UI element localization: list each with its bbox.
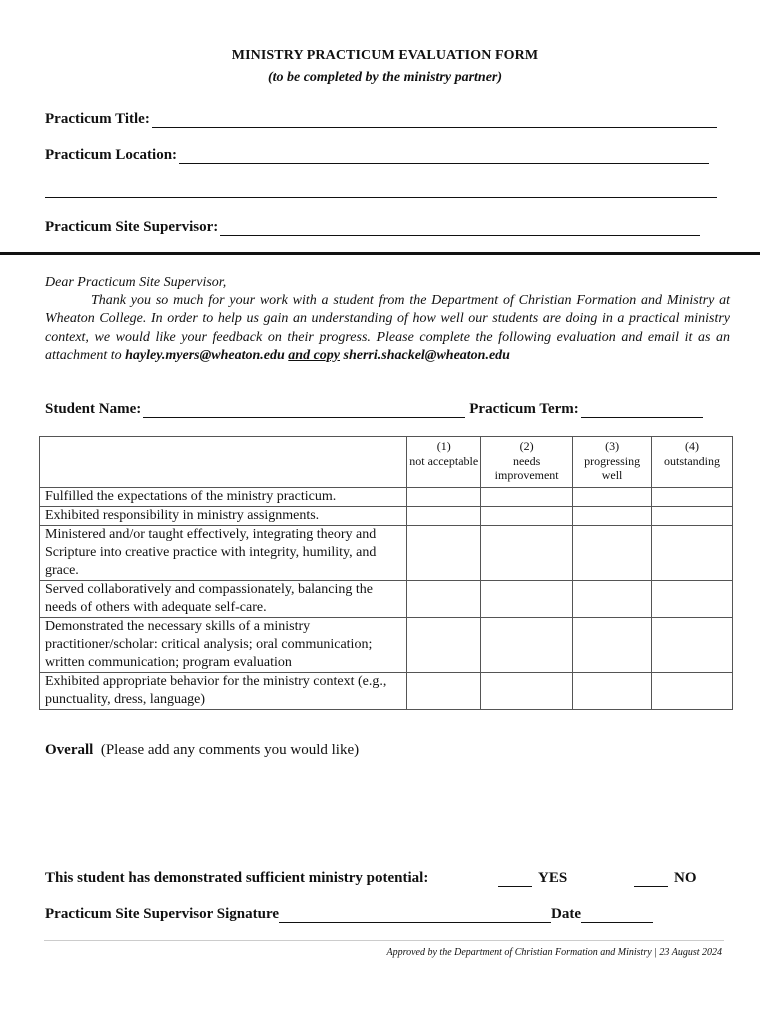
criteria-header-cell [40,437,407,488]
rating-cell[interactable] [407,526,481,581]
evaluation-table [39,436,733,710]
rating-header-4: (4) outstanding [652,437,733,488]
criterion-label: Exhibited appropriate behavior for the ministry context (e.g., punctuality, dress, language) [40,673,407,710]
letter-body-text: Thank you so much for your work with a student from the Department of Christian Formation and Ministry at Wheaton College. In order to help us gain an understanding of how well our students are doing in a practical ministry context, we would like your feedback on their progress. Please complete the following evaluation and email it as an attachment to [45,293,730,363]
table-row [40,507,733,526]
no-label: NO [674,870,697,886]
rating-cell[interactable] [481,507,573,526]
table-row [40,488,733,507]
practicum-title-line[interactable] [152,113,717,128]
rating-cell[interactable] [407,581,481,618]
letter-greeting: Dear Practicum Site Supervisor, [45,275,227,290]
rating-header-1: (1) not acceptable [407,437,481,488]
practicum-title-field[interactable] [45,111,717,128]
rating-cell[interactable] [652,488,733,507]
no-option[interactable] [634,870,697,887]
rating-header-2: (2) needs improvement [481,437,573,488]
signature-label: Practicum Site Supervisor Signature [45,906,280,922]
rating-cell[interactable] [407,673,481,710]
student-name-field[interactable] [45,401,703,418]
footer-divider [44,940,724,941]
practicum-location-line[interactable] [179,149,709,164]
rating-cell[interactable] [481,618,573,673]
student-name-line[interactable] [143,403,465,418]
criterion-label: Fulfilled the expectations of the ministry practicum. [40,488,407,507]
practicum-location-field[interactable] [45,147,709,164]
rating-cell[interactable] [407,488,481,507]
primary-email-link[interactable]: hayley.myers@wheaton.edu [125,347,285,363]
copy-email-link[interactable]: sherri.shackel@wheaton.edu [343,347,510,363]
rating-cell[interactable] [481,581,573,618]
form-subtitle: (to be completed by the ministry partner) [267,70,503,85]
practicum-title-label: Practicum Title: [45,111,150,127]
rating-cell[interactable] [407,507,481,526]
rating-cell[interactable] [481,526,573,581]
rating-cell[interactable] [652,581,733,618]
date-line[interactable] [581,908,653,923]
table-row [40,526,733,581]
practicum-term-label: Practicum Term: [469,401,579,417]
and-copy-text: and copy [288,347,341,363]
signature-row[interactable] [45,906,653,923]
rating-cell[interactable] [573,526,652,581]
letter-body [45,292,730,365]
rating-cell[interactable] [481,673,573,710]
form-title: MINISTRY PRACTICUM EVALUATION FORM [231,48,539,63]
rating-cell[interactable] [573,673,652,710]
rating-header-3: (3) progressing well [573,437,652,488]
site-supervisor-label: Practicum Site Supervisor: [45,219,219,235]
overall-comments[interactable] [45,742,359,759]
criterion-label: Demonstrated the necessary skills of a ministry practitioner/scholar: critical analysis; oral communication; written communication; program evaluation [40,618,407,673]
table-header-row [40,437,733,488]
no-line[interactable] [634,872,668,887]
rating-cell[interactable] [481,488,573,507]
yes-option[interactable] [498,870,567,887]
practicum-term-line[interactable] [581,403,703,418]
overall-hint: (Please add any comments you would like) [100,742,360,758]
rating-cell[interactable] [652,673,733,710]
rating-cell[interactable] [407,618,481,673]
rating-cell[interactable] [573,581,652,618]
table-row [40,673,733,710]
rating-cell[interactable] [573,618,652,673]
practicum-location-label: Practicum Location: [45,147,178,163]
rating-cell[interactable] [573,507,652,526]
section-divider [0,252,760,255]
site-supervisor-field[interactable] [45,219,700,236]
rating-cell[interactable] [652,618,733,673]
footer-approval: Approved by the Department of Christian Formation and Ministry | 23 August 2024 [386,947,722,958]
signature-line[interactable] [279,908,551,923]
overall-label: Overall [45,742,94,758]
potential-question: This student has demonstrated sufficient ministry potential: [45,870,429,886]
practicum-location-extra-line[interactable] [45,183,717,198]
letter-to-supervisor [45,274,730,365]
criterion-label: Exhibited responsibility in ministry assignments. [40,507,407,526]
student-name-label: Student Name: [45,401,142,417]
rating-cell[interactable] [652,507,733,526]
criterion-label: Ministered and/or taught effectively, integrating theory and Scripture into creative practice with integrity, humility, and grace. [40,526,407,581]
site-supervisor-line[interactable] [220,221,700,236]
rating-cell[interactable] [573,488,652,507]
yes-line[interactable] [498,872,532,887]
criterion-label: Served collaboratively and compassionately, balancing the needs of others with adequate self-care. [40,581,407,618]
table-row [40,581,733,618]
table-row [40,618,733,673]
date-label: Date [551,906,582,922]
yes-label: YES [538,870,568,886]
rating-cell[interactable] [652,526,733,581]
